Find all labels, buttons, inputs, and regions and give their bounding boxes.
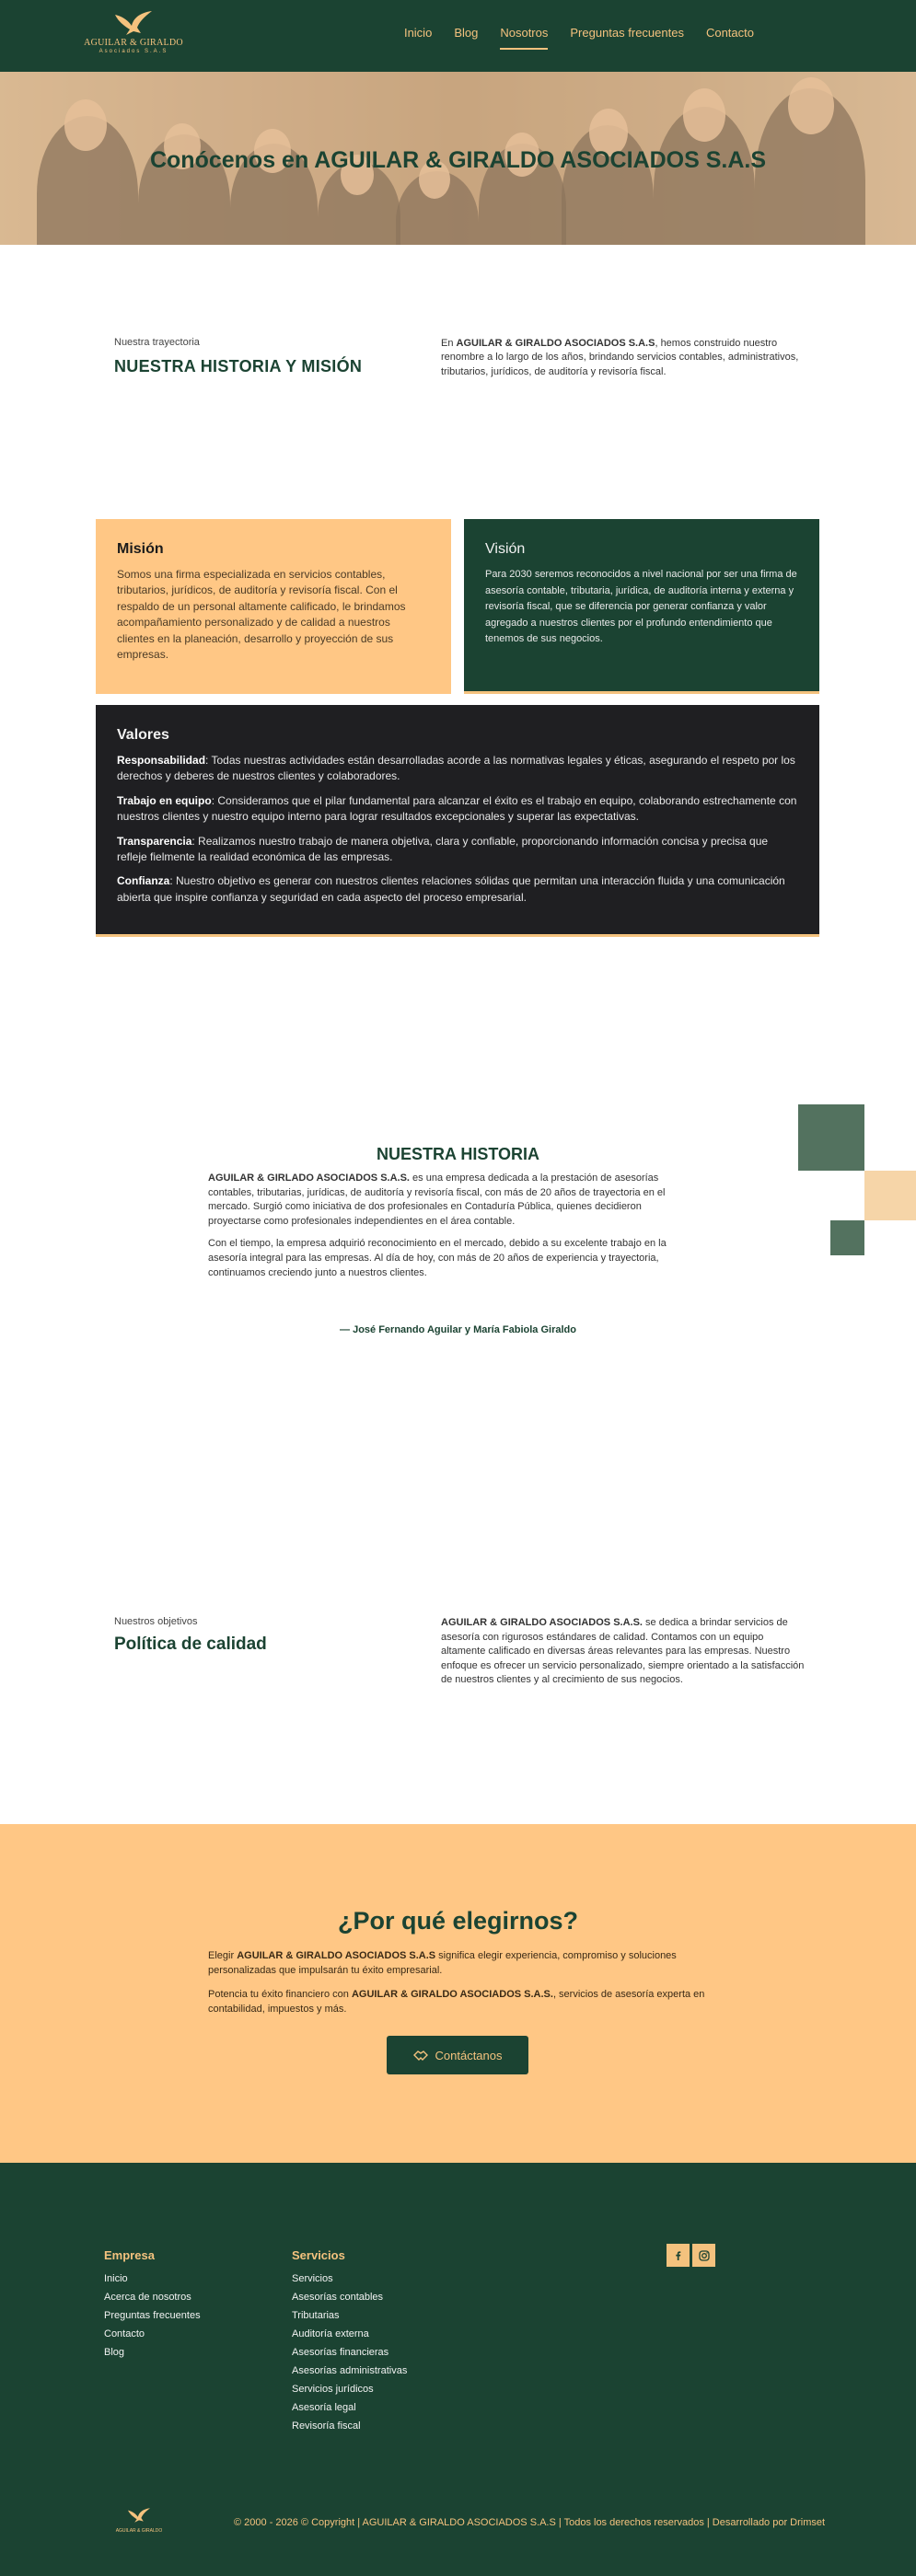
instagram-icon[interactable] — [692, 2244, 715, 2267]
eagle-logo-icon — [113, 9, 154, 37]
vision-title: Visión — [485, 541, 526, 557]
por-que-paragraph: Potencia tu éxito financiero con AGUILAR & GIRALDO ASOCIADOS S.A.S., servicios de asesoría experta en contabilidad, impuestos y más. — [208, 1988, 705, 2015]
footer-empresa-title: Empresa — [104, 2248, 155, 2262]
por-que-elegirnos-section — [0, 1824, 916, 2163]
decor-square — [830, 1220, 864, 1255]
calidad-eyebrow: Nuestros objetivos — [114, 1616, 198, 1627]
mision-text: Somos una firma especializada en servicios contables, tributarios, jurídicos, de auditoría y revisoría fiscal. Con el respaldo de un personal altamente calificado, le brindamos acompañamiento personalizado y de calidad a nuestros clientes en la planeación, desarrollo y proyección de sus empresas. — [117, 568, 406, 661]
vision-card — [464, 519, 819, 694]
footer-link-servicios[interactable]: Servicios — [292, 2273, 333, 2284]
por-que-heading: ¿Por qué elegirnos? — [337, 1907, 579, 1935]
historia-paragraph: AGUILAR & GIRLADO ASOCIADOS S.A.S. es una empresa dedicada a la prestación de asesorías contables, tributarias, jurídicas, de auditoría y revisoría fiscal, con más de 20 años de trayectoria en el mercado. Surgió como iniciativa de dos profesionales en Contaduría Pública, quienes decidieron proyectarse como profesionales independientes en el área contable. — [208, 1172, 666, 1227]
valor-item: Trabajo en equipo: Consideramos que el pilar fundamental para alcanzar el éxito es el trabajo en equipo, colaborando estrechamente con nuestros clientes y nuestro equipo interno para lograr resultados excepcionales y superar las expectativas. — [117, 793, 797, 824]
footer-link-inicio[interactable]: Inicio — [104, 2273, 128, 2284]
historia-heading: NUESTRA HISTORIA — [376, 1145, 539, 1163]
contactanos-label: Contáctanos — [435, 2048, 503, 2062]
hero-banner — [0, 72, 916, 245]
calidad-section — [0, 1616, 916, 1824]
footer-link-asesorias-financieras[interactable]: Asesorías financieras — [292, 2347, 389, 2358]
valor-item: Transparencia: Realizamos nuestro trabajo de manera objetiva, clara y confiable, proporcionando información concisa y precisa que refleje fielmente la realidad económica de las empresas. — [117, 834, 769, 863]
history-heading: NUESTRA HISTORIA Y MISIÓN — [114, 357, 363, 375]
valor-item: Responsabilidad: Todas nuestras actividades están desarrolladas acorde a las normativas legales y éticas, asegurando el respeto por los derechos y deberes de nuestros clientes y colaboradores. — [117, 754, 795, 783]
valor-item: Confianza: Nuestro objetivo es generar con nuestros clientes relaciones sólidas que permitan una interacción fluida y una comunicación abierta que inspire confianza y seguridad en cada aspecto del proceso empresarial. — [117, 874, 785, 904]
history-intro-text: En AGUILAR & GIRALDO ASOCIADOS S.A.S, hemos construido nuestro renombre a lo largo de los años, brindando servicios contables, administrativos, tributarios, jurídicos, de auditoría y revisoría fiscal. — [441, 338, 799, 377]
por-que-paragraph: Elegir AGUILAR & GIRALDO ASOCIADOS S.A.S significa elegir experiencia, compromiso y soluciones personalizadas que impulsarán tu éxito empresarial. — [208, 1950, 677, 1976]
brand-name: AGUILAR & GIRALDO — [84, 38, 183, 48]
footer-link-revisoria-fiscal[interactable]: Revisoría fiscal — [292, 2420, 361, 2432]
site-header — [0, 0, 916, 72]
mision-title: Misión — [117, 541, 164, 557]
footer-servicios-title: Servicios — [292, 2248, 345, 2262]
brand-logo[interactable] — [83, 9, 184, 54]
main-nav — [404, 26, 754, 50]
footer-link-asesoria-legal[interactable]: Asesoría legal — [292, 2402, 356, 2413]
mision-card — [96, 519, 451, 694]
site-footer — [0, 2163, 916, 2576]
contactanos-button[interactable] — [387, 2036, 528, 2074]
calidad-text: AGUILAR & GIRALDO ASOCIADOS S.A.S. se dedica a brindar servicios de asesoría con rigurosos estándares de calidad. Contamos con un equipo altamente calificado en diversas áreas relevantes para las empresas. Nuestro enfoque es ofrecer un servicio personalizado, siempre orientado a la satisfacción de nuestros clientes y al crecimiento de sus negocios. — [441, 1617, 805, 1686]
brand-sub: Asociados S.A.S — [99, 49, 168, 54]
facebook-icon[interactable] — [667, 2244, 690, 2267]
nav-preguntas-frecuentes[interactable]: Preguntas frecuentes — [570, 26, 684, 40]
valores-card — [96, 705, 819, 937]
nav-blog[interactable]: Blog — [454, 26, 479, 40]
historia-paragraph: Con el tiempo, la empresa adquirió reconocimiento en el mercado, debido a su excelente trabajo en la asesoría integral para las empresas. Al día de hoy, con más de 20 años de experiencia y trayectoria, continuamos creciendo junto a nuestros clientes. — [208, 1238, 667, 1278]
historia-body — [208, 1172, 696, 1288]
social-links — [667, 2244, 715, 2267]
nav-nosotros[interactable]: Nosotros — [500, 26, 548, 50]
eagle-logo-icon — [126, 2507, 152, 2524]
footer-link-blog[interactable]: Blog — [104, 2347, 125, 2358]
decor-square — [864, 1171, 916, 1220]
valores-title: Valores — [117, 727, 169, 743]
nav-contacto[interactable]: Contacto — [705, 26, 754, 40]
history-intro-section — [0, 245, 916, 512]
por-que-body — [208, 1949, 705, 2027]
footer-link-acerca[interactable]: Acerca de nosotros — [104, 2292, 191, 2303]
hero-title: Conócenos en AGUILAR & GIRALDO ASOCIADOS S.A.S — [149, 147, 767, 173]
footer-link-tributarias[interactable]: Tributarias — [292, 2310, 340, 2321]
mission-vision-values — [0, 512, 916, 1027]
footer-link-preguntas[interactable]: Preguntas frecuentes — [104, 2310, 201, 2321]
footer-servicios — [292, 2248, 407, 2439]
nav-inicio[interactable]: Inicio — [403, 26, 433, 40]
footer-logo[interactable] — [114, 2507, 164, 2534]
copyright-text: © 2000 - 2026 © Copyright | AGUILAR & GIRALDO ASOCIADOS S.A.S | Todos los derechos reservados | Desarrollado por Drimset — [234, 2517, 826, 2528]
calidad-heading: Política de calidad — [114, 1635, 267, 1654]
footer-link-servicios-juridicos[interactable]: Servicios jurídicos — [292, 2384, 374, 2395]
footer-brand-name: AGUILAR & GIRALDO — [115, 2528, 163, 2534]
footer-link-contacto[interactable]: Contacto — [104, 2328, 145, 2339]
vision-text: Para 2030 seremos reconocidos a nivel nacional por ser una firma de asesoría contable, tributaria, jurídica, de auditoría interna y externa y revisoría fiscal, que se diferencia por generar confianza y valor agregado a nuestros clientes por el profundo entendimiento que tenemos de sus negocios. — [485, 569, 797, 645]
footer-link-asesorias-administrativas[interactable]: Asesorías administrativas — [292, 2365, 408, 2376]
footer-link-auditoria-externa[interactable]: Auditoría externa — [292, 2328, 369, 2339]
history-eyebrow: Nuestra trayectoria — [114, 337, 200, 348]
handshake-icon — [413, 2050, 428, 2061]
nuestra-historia-section — [0, 1027, 916, 1616]
footer-empresa — [104, 2248, 201, 2365]
footer-link-asesorias-contables[interactable]: Asesorías contables — [292, 2292, 384, 2303]
historia-signature: — José Fernando Aguilar y María Fabiola Giraldo — [340, 1324, 576, 1335]
